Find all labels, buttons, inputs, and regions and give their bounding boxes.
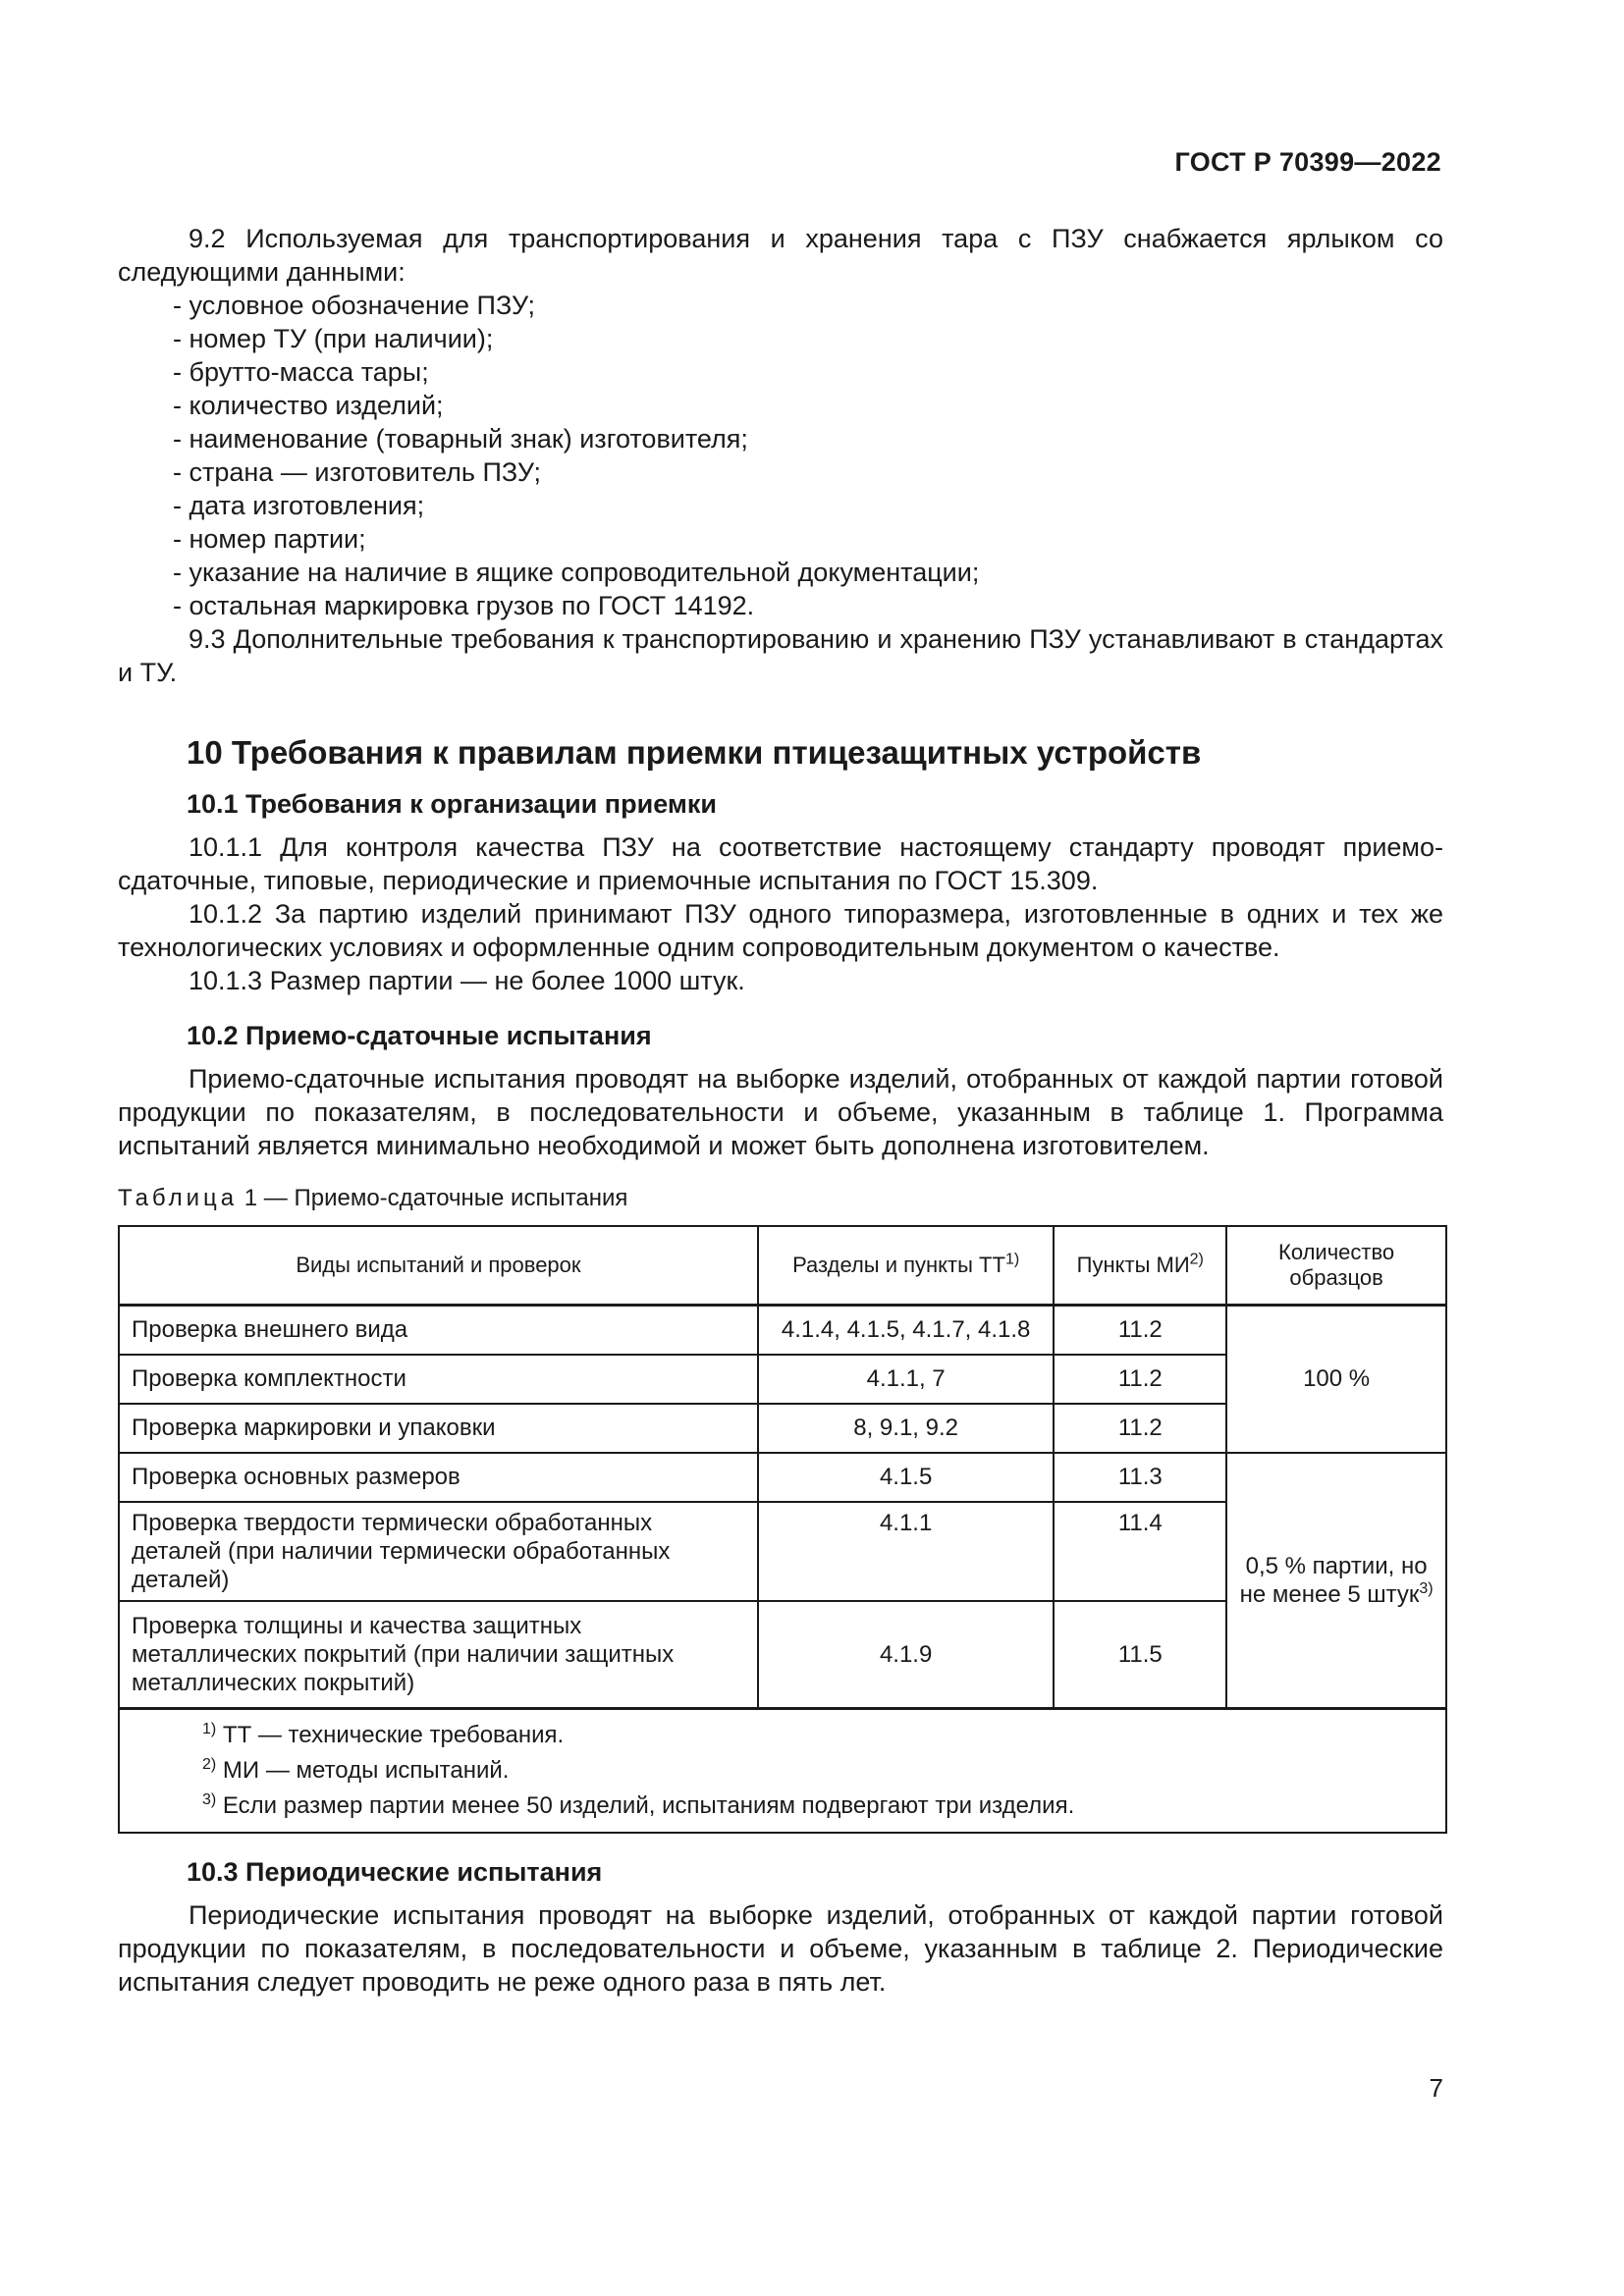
list-item: - количество изделий; — [173, 391, 444, 420]
test-name-cell: Проверка твердости термически обработанных деталей (при наличии термически обработанных деталей) — [119, 1502, 758, 1601]
subsection-10-2-heading: 10.2 Приемо-сдаточные испытания — [187, 1021, 652, 1050]
sample-count-cell: 0,5 % партии, но не менее 5 штук$^{3)}$ — [1226, 1453, 1446, 1709]
table-header-row — [119, 1226, 1446, 1306]
paragraph-10-2: Приемо-сдаточные испытания проводят на выборке изделий, отобранных от каждой партии готовой продукции по показателям, в последовательности и объеме, указанным в таблице 1. Программа испытаний является минимально необходимой и может быть дополнена изготовителем. — [118, 1064, 1443, 1160]
header-test-types: Виды испытаний и проверок — [119, 1226, 758, 1306]
mi-cell: 11.4 — [1054, 1502, 1226, 1601]
standard-code: ГОСТ Р 70399—2022 — [1174, 147, 1441, 177]
tt-cell: 4.1.4, 4.1.5, 4.1.7, 4.1.8 — [758, 1306, 1055, 1355]
paragraph-9-3: 9.3 Дополнительные требования к транспортированию и хранению ПЗУ устанавливают в стандартах и ТУ. — [118, 624, 1443, 687]
page-number: 7 — [1429, 2073, 1443, 2103]
label-data-list — [118, 289, 1443, 622]
test-name-cell: Проверка толщины и качества защитных металлических покрытий (при наличии защитных металлических покрытий) — [119, 1601, 758, 1709]
header-sample-count: Количество образцов — [1226, 1226, 1446, 1306]
table-caption-word: Таблица — [118, 1185, 239, 1211]
list-item: - остальная маркировка грузов по ГОСТ 14192. — [173, 591, 755, 620]
table-note: $^{1)}$ ТТ — технические требования. — [202, 1721, 565, 1748]
list-item: - наименование (товарный знак) изготовителя; — [173, 424, 748, 454]
table-notes — [119, 1709, 1446, 1834]
table-1-caption — [118, 1182, 1443, 1215]
subsection-10-3-heading: 10.3 Периодические испытания — [187, 1857, 603, 1887]
test-name-cell: Проверка внешнего вида — [119, 1306, 758, 1355]
test-name-cell: Проверка основных размеров — [119, 1453, 758, 1502]
table-row — [119, 1306, 1446, 1355]
paragraph-10-3: Периодические испытания проводят на выборке изделий, отобранных от каждой партии готовой продукции по показателям, в последовательности и объеме, указанным в таблице 2. Периодические испытания следует проводить не реже одного раза в пять лет. — [118, 1900, 1443, 1997]
tt-cell: 4.1.9 — [758, 1601, 1055, 1709]
table-note: $^{3)}$ Если размер партии менее 50 изделий, испытаниям подвергают три изделия. — [202, 1791, 1075, 1819]
mi-cell: 11.3 — [1054, 1453, 1226, 1502]
subsection-10-1-heading: 10.1 Требования к организации приемки — [187, 789, 717, 819]
list-item: - брутто-масса тары; — [173, 357, 429, 387]
table-note: $^{2)}$ МИ — методы испытаний. — [202, 1756, 510, 1784]
mi-cell: 11.2 — [1054, 1404, 1226, 1453]
tt-cell: 4.1.1 — [758, 1502, 1055, 1601]
page-content — [118, 222, 1443, 1999]
table-row — [119, 1453, 1446, 1502]
list-item: - номер партии; — [173, 524, 366, 554]
tt-cell: 8, 9.1, 9.2 — [758, 1404, 1055, 1453]
section-10-heading: 10 Требования к правилам приемки птицезащитных устройств — [187, 734, 1202, 771]
list-item: - страна — изготовитель ПЗУ; — [173, 457, 541, 487]
sample-count-cell: 100 % — [1226, 1306, 1446, 1453]
paragraph-10-1-3: 10.1.3 Размер партии — не более 1000 штук. — [189, 966, 745, 995]
tt-cell: 4.1.1, 7 — [758, 1355, 1055, 1404]
acceptance-tests-table — [118, 1225, 1447, 1834]
test-name-cell: Проверка комплектности — [119, 1355, 758, 1404]
table-caption-text: 1 — Приемо-сдаточные испытания — [244, 1185, 628, 1211]
test-name-cell: Проверка маркировки и упаковки — [119, 1404, 758, 1453]
header-mi-items: Пункты МИ$^{2)}$ — [1054, 1226, 1226, 1306]
header-tt-sections: Разделы и пункты ТТ$^{1)}$ — [758, 1226, 1055, 1306]
paragraph-9-2: 9.2 Используемая для транспортирования и хранения тара с ПЗУ снабжается ярлыком со следующими данными: — [118, 224, 1443, 287]
paragraph-10-1-2: 10.1.2 За партию изделий принимают ПЗУ одного типоразмера, изготовленные в одних и тех же технологических условиях и оформленные одним сопроводительным документом о качестве. — [118, 899, 1443, 962]
mi-cell: 11.2 — [1054, 1355, 1226, 1404]
table-notes-row — [119, 1709, 1446, 1834]
list-item: - номер ТУ (при наличии); — [173, 324, 494, 353]
list-item: - указание на наличие в ящике сопроводительной документации; — [173, 558, 980, 587]
paragraph-10-1-1: 10.1.1 Для контроля качества ПЗУ на соответствие настоящему стандарту проводят приемо-сдаточные, типовые, периодические и приемочные испытания по ГОСТ 15.309. — [118, 832, 1443, 895]
mi-cell: 11.2 — [1054, 1306, 1226, 1355]
list-item: - дата изготовления; — [173, 491, 425, 520]
tt-cell: 4.1.5 — [758, 1453, 1055, 1502]
list-item: - условное обозначение ПЗУ; — [173, 291, 536, 320]
mi-cell: 11.5 — [1054, 1601, 1226, 1709]
